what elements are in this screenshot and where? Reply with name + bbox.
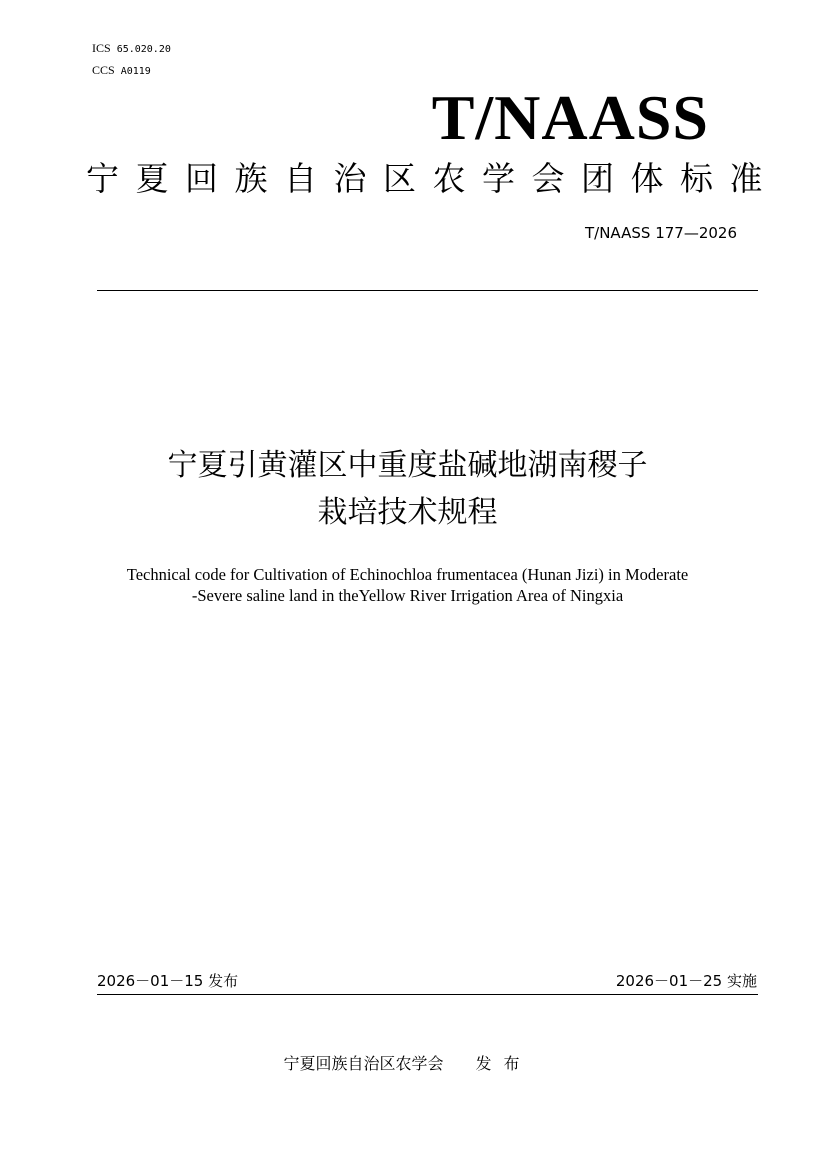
ccs-label: CCS <box>92 63 115 77</box>
ccs-classification <box>92 63 151 79</box>
ics-label: ICS <box>92 41 111 55</box>
top-divider <box>97 290 758 291</box>
implementation-date: 2026－01－25 实施 <box>615 972 757 990</box>
ccs-code: A0119 <box>120 66 151 77</box>
publisher-line <box>0 1053 815 1075</box>
organization-code: T/NAASS <box>431 82 709 153</box>
english-title-line-2: -Severe saline land in theYellow River Irrigation Area of Ningxia <box>191 586 624 605</box>
publisher-name: 宁夏回族自治区农学会 <box>283 1054 444 1073</box>
ics-code: 65.020.20 <box>116 44 171 55</box>
chinese-title-line-1: 宁夏引黄灌区中重度盐碱地湖南稷子 <box>167 448 648 483</box>
ics-classification <box>92 41 171 57</box>
issue-date: 2026－01－15 发布 <box>97 972 239 990</box>
english-title-line-1: Technical code for Cultivation of Echinochloa frumentacea (Hunan Jizi) in Moderate <box>126 565 689 584</box>
organization-standard-name: 宁夏回族自治区农学会团体标准 <box>86 159 779 198</box>
chinese-title <box>0 442 815 536</box>
standard-number: T/NAASS 177—2026 <box>585 224 737 242</box>
bottom-divider <box>97 994 758 995</box>
chinese-title-line-2: 栽培技术规程 <box>317 495 498 530</box>
english-title <box>0 564 815 606</box>
publish-action: 发布 <box>475 1054 532 1073</box>
